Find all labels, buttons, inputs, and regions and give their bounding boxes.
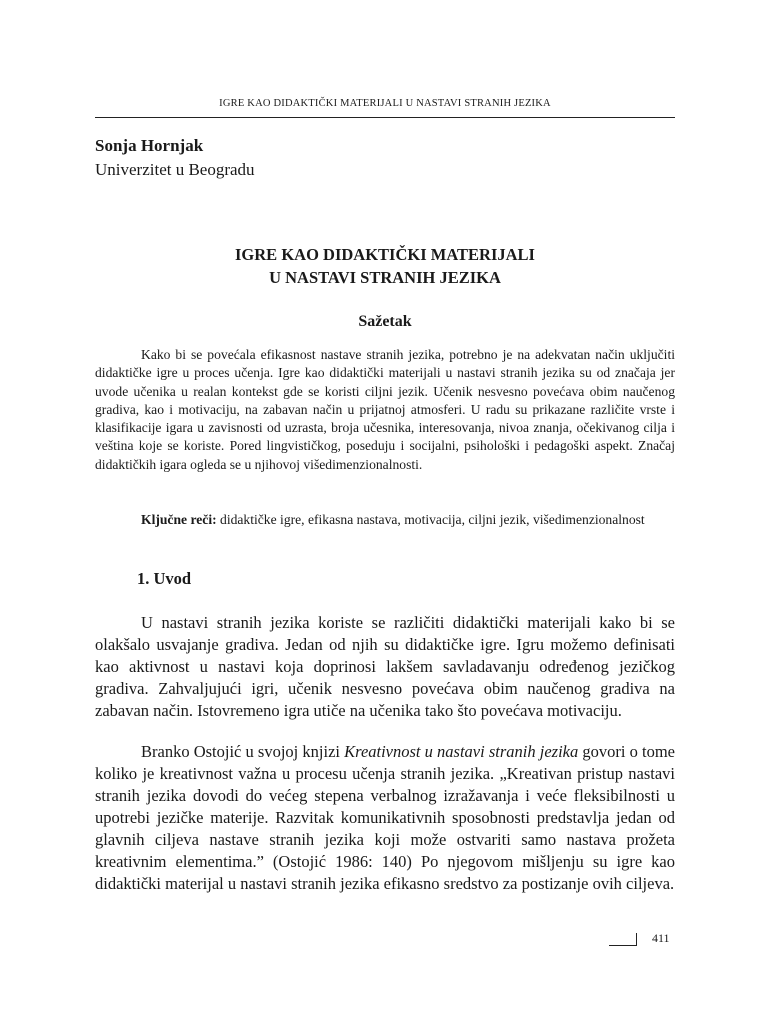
header-rule (95, 117, 675, 118)
paper-title-line-2: U NASTAVI STRANIH JEZIKA (269, 268, 501, 287)
book-title: Kreativnost u nastavi stranih jezika (344, 742, 579, 761)
abstract-text: Kako bi se povećala efikasnost nastave stranih jezika, potrebno je na adekvatan način uključiti didaktičke igre u proces učenja. Igre kao didaktički materijali u nastavi stranih jezika su od značaja jer uvode učenika u realan kontekst gde se koristi ciljni jezik. Učenik nesvesno povećava obim naučenog gradiva, kao i motivaciju, na zabavan način u prijatnoj atmosferi. U radu su prikazane različite vrste i klasifikacije igara u zavisnosti od uzrasta, broja učesnika, interesovanja, nivoa znanja, očekivanog cilja i veština koje se koriste. Pored lingvističkog, poseduju i socijalni, psihološki i pedagoški aspekt. Značaj didaktičkih igara ogleda se u njihovoj višedimenzionalnosti. (95, 347, 675, 472)
keywords (95, 511, 675, 529)
keywords-text: didaktičke igre, efikasna nastava, motivacija, ciljni jezik, višedimenzionalnost (216, 512, 645, 527)
author-name: Sonja Hornjak (95, 136, 204, 155)
abstract-heading: Sažetak (358, 313, 412, 330)
body-paragraph-2 (95, 741, 675, 895)
section-heading: 1. Uvod (137, 569, 192, 588)
body-paragraph-1: U nastavi stranih jezika koriste se različiti didaktički materijali kako bi se olakšalo usvajanje gradiva. Jedan od njih su didaktičke igre. Igru možemo definisati kao aktivnost u nastavi koja doprinosi lakšem savladavanju određenog jezičkog gradiva. Zahvaljujući igri, učenik nesvesno povećava obim naučenog gradiva na zabavan način. Istovremeno igra utiče na učenika tako što povećava motivaciju. (95, 613, 675, 720)
author-affiliation: Univerzitet u Beogradu (95, 160, 255, 179)
paper-title-line-1: IGRE KAO DIDAKTIČKI MATERIJALI (235, 245, 535, 264)
paragraph-2-rest: govori o tome koliko je kreativnost važna u procesu učenja stranih jezika. „Kreativan pristup nastavi stranih jezika dovodi do većeg stepena verbalnog izražavanja i veće fleksibilnosti u upotrebi jezičke materije. Razvitak komunikativnih sposobnosti predstavlja jedan od glavnih ciljeva nastave stranih jezika koji može ostvariti samo nastava prožeta kreativnim elementima.” (Ostojić 1986: 140) Po njegovom mišljenju su igre kao didaktički materijal u nastavi stranih jezika efikasno sredstvo za postizanje ovih ciljeva. (95, 742, 676, 893)
paragraph-2-intro: Branko Ostojić u svojoj knjizi (141, 742, 345, 761)
paper-title (95, 243, 675, 289)
page-number: 411 (652, 931, 670, 945)
keywords-label: Ključne reči: (141, 512, 217, 527)
page-corner-mark (609, 933, 637, 946)
running-head: IGRE KAO DIDAKTIČKI MATERIJALI U NASTAVI STRANIH JEZIKA (219, 98, 551, 109)
